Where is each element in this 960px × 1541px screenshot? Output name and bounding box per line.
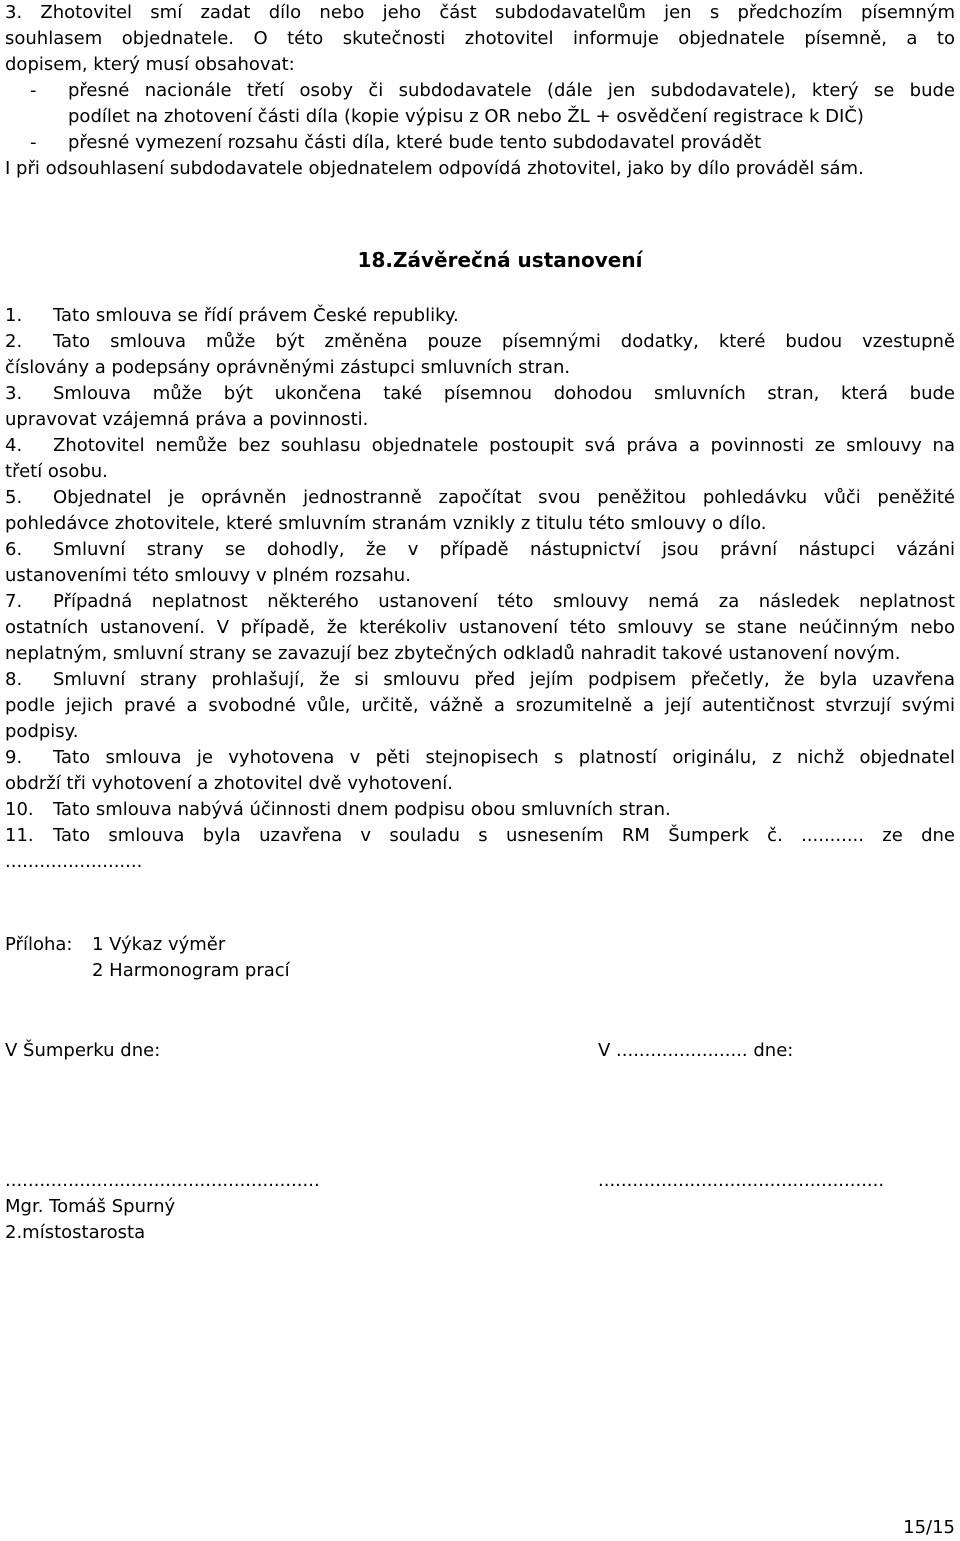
provision-5-line-1 [5, 485, 955, 511]
provision-number: 1. [5, 305, 23, 326]
provision-10-line-1 [5, 797, 955, 823]
provision-number: 2. [5, 331, 23, 352]
provision-number: 9. [5, 747, 23, 768]
provision-9-line-2: obdrží tři vyhotovení a zhotovitel dvě vyhotovení. [5, 773, 453, 794]
item3-line1: 3. Zhotovitel smí zadat dílo nebo jeho část subdodavatelům jen s předchozím písemným [5, 2, 955, 23]
provision-4-line-2: třetí osobu. [5, 461, 108, 482]
attachment-label: Příloha: [5, 934, 73, 955]
provision-number: 3. [5, 383, 23, 404]
provision-text: Tato smlouva je vyhotovena v pěti stejnopisech s platností originálu, z nichž objednatel [53, 747, 955, 768]
signature-place-left: V Šumperku dne: [5, 1040, 161, 1061]
provision-2-line-1 [5, 329, 955, 355]
section-heading: 18.Závěrečná ustanovení [357, 248, 643, 272]
provision-text: Případná neplatnost některého ustanovení této smlouvy nemá za následek neplatnost [53, 591, 955, 612]
provision-text: Tato smlouva nabývá účinnosti dnem podpisu obou smluvních stran. [53, 799, 671, 820]
provision-3-line-2: upravovat vzájemná práva a povinnosti. [5, 409, 369, 430]
provision-11-line-1 [5, 823, 955, 849]
provision-3-line-1 [5, 381, 955, 407]
provision-6-line-1 [5, 537, 955, 563]
signatory-name: Mgr. Tomáš Spurný [5, 1196, 176, 1217]
provision-1-line-1 [5, 303, 955, 329]
provision-text: Objednatel je oprávněn jednostranně započítat svou peněžitou pohledávku vůči peněžité [53, 487, 955, 508]
provision-number: 8. [5, 669, 23, 690]
provision-7-line-3: neplatným, smluvní strany se zavazují bez zbytečných odkladů nahradit takové ustanovení novým. [5, 643, 901, 664]
provision-number: 4. [5, 435, 23, 456]
dash-bullet: - [30, 132, 37, 153]
signature-place-right: V ....................... dne: [598, 1040, 794, 1061]
dash-item-2-text: přesné vymezení rozsahu části díla, které bude tento subdodavatel provádět [68, 132, 762, 153]
provision-text: Smluvní strany se dohodly, že v případě nástupnictví jsou právní nástupci vázáni [53, 539, 955, 560]
provision-text: Smluvní strany prohlašují, že si smlouvu před jejím podpisem přečetly, že byla uzavřena [53, 669, 955, 690]
provision-11-line-2: ........................ [5, 851, 143, 872]
provision-2-line-2: číslovány a podepsány oprávněnými zástupci smluvních stran. [5, 357, 571, 378]
attachment-item-2: 2 Harmonogram prací [92, 960, 290, 981]
dash-item-1-line2: podílet na zhotovení části díla (kopie výpisu z OR nebo ŽL + osvědčení registrace k DIČ) [68, 106, 864, 127]
provision-8-line-1 [5, 667, 955, 693]
item3-line3: dopisem, který musí obsahovat: [5, 54, 295, 75]
provision-text: Tato smlouva byla uzavřena v souladu s usnesením RM Šumperk č. ........... ze dne [53, 825, 955, 846]
provision-7-line-2: ostatních ustanovení. V případě, že kterékoliv ustanovení této smlouvy se stane neúčinným nebo [5, 617, 955, 638]
closing-sentence: I při odsouhlasení subdodavatele objednatelem odpovídá zhotovitel, jako by dílo prováděl sám. [5, 158, 864, 179]
signatory-role: 2.místostarosta [5, 1222, 146, 1243]
provision-7-line-1 [5, 589, 955, 615]
provision-number: 6. [5, 539, 23, 560]
provision-5-line-2: pohledávce zhotovitele, které smluvním stranám vznikly z titulu této smlouvy o dílo. [5, 513, 767, 534]
provision-8-line-3: podpisy. [5, 721, 79, 742]
signature-line-right: .................................................. [598, 1170, 885, 1191]
provision-number: 7. [5, 591, 23, 612]
page-number: 15/15 [903, 1517, 955, 1538]
dash-bullet: - [30, 80, 37, 101]
provision-number: 5. [5, 487, 23, 508]
item3-line2: souhlasem objednatele. O této skutečnosti zhotovitel informuje objednatele písemně, a to [5, 28, 955, 49]
provision-text: Tato smlouva může být změněna pouze písemnými dodatky, které budou vzestupně [53, 331, 955, 352]
provision-number: 10. [5, 799, 34, 820]
dash-item-1-line1: přesné nacionále třetí osoby či subdodavatele (dále jen subdodavatele), který se bude [68, 80, 955, 101]
provision-text: Tato smlouva se řídí právem České republiky. [53, 305, 459, 326]
signature-line-left: ....................................................... [5, 1170, 320, 1191]
provision-text: Smlouva může být ukončena také písemnou dohodou smluvních stran, která bude [53, 383, 955, 404]
provision-text: Zhotovitel nemůže bez souhlasu objednatele postoupit svá práva a povinnosti ze smlouvy na [53, 435, 955, 456]
attachment-item-1: 1 Výkaz výměr [92, 934, 226, 955]
provision-number: 11. [5, 825, 34, 846]
provision-8-line-2: podle jejich pravé a svobodné vůle, určitě, vážně a srozumitelně a její autentičnost stvrzují svými [5, 695, 955, 716]
provision-9-line-1 [5, 745, 955, 771]
provision-6-line-2: ustanoveními této smlouvy v plném rozsahu. [5, 565, 411, 586]
provision-4-line-1 [5, 433, 955, 459]
